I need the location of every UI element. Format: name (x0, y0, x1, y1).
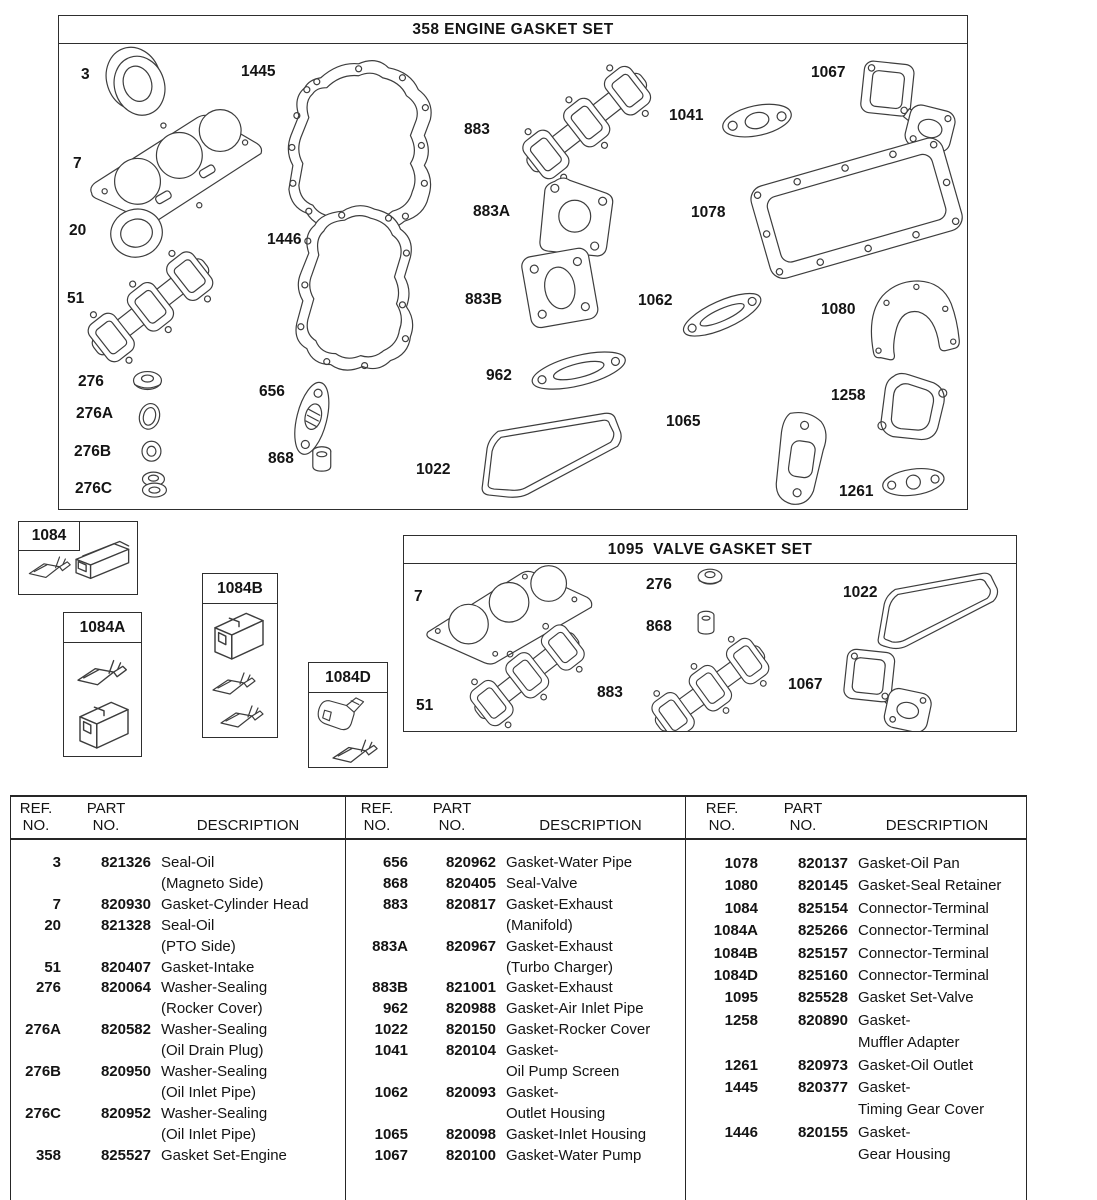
part-no: 820988 (445, 1000, 496, 1018)
part-no: 820137 (797, 855, 848, 872)
part-1446-drawing (296, 206, 413, 370)
ref-no (11, 1125, 61, 1146)
table-row (346, 853, 685, 874)
part-description: Gasket-Exhaust (506, 979, 613, 997)
part-no: 820950 (100, 1063, 151, 1081)
ref-no (686, 1144, 758, 1166)
part-label-1080: 1080 (821, 301, 856, 318)
part-no: 820930 (100, 895, 151, 913)
part-no (61, 874, 151, 895)
part-label-v1067: 1067 (788, 676, 823, 693)
part-label-1062: 1062 (638, 292, 673, 309)
part-no: 820405 (445, 874, 496, 892)
table-row (11, 1041, 345, 1062)
table-row (686, 920, 1026, 942)
part-label-883A: 883A (473, 203, 511, 220)
part-label-v276: 276 (646, 576, 672, 593)
part-656-drawing (288, 379, 335, 458)
table-row (686, 898, 1026, 920)
part-no (61, 1083, 151, 1104)
part-no (408, 916, 496, 937)
vpart-1067-drawing (843, 648, 933, 731)
table-row (346, 937, 685, 958)
part-276B-drawing (142, 441, 161, 461)
ref-no: 883B (372, 979, 408, 997)
table-row (11, 1020, 345, 1041)
part-label-1022: 1022 (416, 461, 451, 478)
table-row (686, 875, 1026, 897)
part-label-1261: 1261 (839, 483, 874, 500)
part-no: 820145 (797, 877, 848, 895)
part-1065-drawing (772, 410, 829, 507)
part-description: Gasket-Air Inlet Pipe (506, 1000, 644, 1018)
part-description: Gasket- (858, 1011, 911, 1029)
part-description: Timing Gear Cover (858, 1101, 985, 1119)
part-no: 825160 (797, 967, 848, 985)
table-row (11, 999, 345, 1020)
part-no: 820962 (445, 854, 496, 871)
part-description: Seal-Oil (161, 854, 215, 871)
vpart-276-drawing (698, 569, 722, 584)
table-row (686, 943, 1026, 965)
ref-no: 1261 (724, 1056, 758, 1074)
table-row (346, 1083, 685, 1104)
part-no (61, 1041, 151, 1062)
part-1041-drawing (720, 99, 794, 143)
table-row (346, 999, 685, 1020)
part-description: Gear Housing (858, 1146, 951, 1164)
part-no (61, 1125, 151, 1146)
table-row (346, 978, 685, 999)
part-no: 820093 (445, 1083, 496, 1101)
table-row (686, 853, 1026, 875)
table-row (686, 1032, 1026, 1054)
vpart-1022-drawing (878, 573, 997, 648)
table-row (11, 1062, 345, 1083)
part-label-1445: 1445 (241, 63, 276, 80)
ref-no: 276A (25, 1021, 61, 1039)
table-row (346, 1020, 685, 1041)
table-row (686, 1055, 1026, 1077)
part-description: Connector-Terminal (858, 922, 989, 940)
ref-no: 1084A (713, 922, 758, 940)
part-no: 825157 (797, 944, 848, 962)
part-no: 820967 (445, 937, 496, 955)
ref-no (11, 1083, 61, 1104)
engine-gasket-set-box (58, 15, 968, 510)
table-row (346, 1146, 685, 1167)
table-header (11, 797, 345, 840)
part-no: 820952 (100, 1104, 151, 1122)
table-row (346, 895, 685, 916)
connector-box-1084A-label: 1084A (64, 613, 141, 643)
part-description: Gasket-Water Pump (506, 1146, 642, 1164)
table-row (346, 1062, 685, 1083)
part-description: Washer-Sealing (161, 979, 268, 997)
part-no (758, 1144, 848, 1166)
connector-box-1084D-drawing (309, 694, 389, 767)
ref-no: 1084 (724, 899, 758, 917)
part-no: 821001 (445, 979, 496, 997)
ref-no (686, 1032, 758, 1054)
part-no: 821328 (100, 916, 151, 934)
part-3-drawing (98, 40, 172, 122)
header-part: PART NO. (783, 800, 823, 834)
part-no (408, 1104, 496, 1125)
part-label-883B: 883B (465, 291, 503, 308)
part-883A-drawing (540, 178, 613, 256)
table-row (11, 916, 345, 937)
part-no: 820407 (100, 958, 151, 976)
part-no (61, 937, 151, 958)
part-label-v51: 51 (416, 697, 434, 714)
part-no: 825527 (100, 1146, 151, 1164)
parts-table-column-2 (346, 797, 686, 1200)
table-row (11, 1146, 345, 1167)
part-no: 821326 (100, 854, 151, 871)
part-description: (Oil Inlet Pipe) (161, 1125, 257, 1143)
part-label-v883: 883 (597, 684, 623, 701)
part-no (758, 1032, 848, 1054)
ref-no: 1258 (724, 1011, 758, 1029)
ref-no: 1446 (724, 1123, 758, 1141)
part-description: Gasket- (506, 1083, 559, 1101)
ref-no (346, 916, 408, 937)
ref-no: 1062 (374, 1083, 408, 1101)
part-description: (Manifold) (506, 916, 573, 934)
vpart-868-drawing (698, 611, 714, 634)
part-label-962: 962 (486, 367, 512, 384)
connector-box-1084 (18, 521, 138, 595)
table-row (346, 874, 685, 895)
part-no: 820150 (445, 1021, 496, 1039)
ref-no: 20 (44, 916, 61, 934)
part-1078-drawing (748, 135, 966, 282)
part-883-drawing (511, 53, 663, 192)
part-description: (Rocker Cover) (161, 1000, 263, 1018)
ref-no (346, 1062, 408, 1083)
part-label-276C: 276C (75, 480, 113, 497)
table-row (346, 1125, 685, 1146)
part-no: 825528 (797, 989, 848, 1007)
part-description: Gasket-Oil Pan (858, 855, 960, 872)
part-description: Gasket Set-Engine (161, 1146, 287, 1164)
table-row (11, 958, 345, 979)
connector-box-1084D (308, 662, 388, 768)
part-no: 820104 (445, 1042, 496, 1060)
table-row (346, 1104, 685, 1125)
part-description: (Turbo Charger) (506, 958, 613, 976)
part-1062-drawing (678, 285, 766, 345)
table-header (346, 797, 685, 840)
header-part: PART NO. (86, 800, 126, 834)
connector-box-1084B (202, 573, 278, 738)
part-51-drawing (76, 239, 225, 375)
ref-no: 656 (382, 854, 408, 871)
parts-table (10, 795, 1027, 1200)
part-description: Gasket-Inlet Housing (506, 1125, 647, 1143)
table-row (686, 987, 1026, 1009)
part-no (408, 1062, 496, 1083)
table-row (11, 874, 345, 895)
header-part: PART NO. (432, 800, 472, 834)
part-label-868: 868 (268, 450, 294, 467)
ref-no: 1080 (724, 877, 758, 895)
part-no: 825266 (797, 922, 848, 940)
part-description: Gasket-Water Pipe (506, 854, 633, 871)
part-868-drawing (313, 447, 331, 471)
ref-no: 276B (25, 1063, 61, 1081)
part-883B-drawing (520, 247, 599, 329)
part-1067-drawing (860, 60, 957, 154)
ref-no: 1022 (374, 1021, 408, 1039)
part-no: 820973 (797, 1056, 848, 1074)
part-description: Muffler Adapter (858, 1034, 960, 1052)
part-label-3: 3 (81, 66, 90, 83)
part-description: Connector-Terminal (858, 944, 989, 962)
part-label-51: 51 (67, 290, 85, 307)
part-description: Washer-Sealing (161, 1063, 268, 1081)
part-description: Oil Pump Screen (506, 1063, 620, 1081)
part-276C-drawing (143, 472, 167, 497)
part-label-v7: 7 (414, 588, 423, 605)
connector-box-1084-drawing (19, 522, 137, 594)
ref-no: 1084B (713, 944, 758, 962)
vpart-883-drawing (641, 627, 780, 731)
table-row (11, 978, 345, 999)
table-row (11, 1083, 345, 1104)
part-label-1258: 1258 (831, 387, 866, 404)
part-1080-drawing (871, 281, 959, 360)
part-no: 825154 (797, 899, 848, 917)
header-description: DESCRIPTION (196, 817, 300, 834)
part-label-20: 20 (69, 222, 87, 239)
part-no (758, 1099, 848, 1121)
engine-set-drawing (59, 16, 967, 509)
part-7-drawing (91, 110, 262, 222)
part-description: Gasket-Intake (161, 958, 255, 976)
ref-no: 962 (382, 1000, 408, 1018)
part-276A-drawing (137, 401, 163, 431)
part-no: 820064 (100, 979, 151, 997)
part-label-1067: 1067 (811, 64, 846, 81)
parts-table-column-3 (686, 797, 1026, 1200)
part-label-1078: 1078 (691, 204, 726, 221)
part-description: Washer-Sealing (161, 1104, 268, 1122)
part-label-276B: 276B (74, 443, 112, 460)
part-label-v1022: 1022 (843, 584, 878, 601)
engine-set-title: 358 ENGINE GASKET SET (59, 16, 967, 44)
ref-no: 1041 (374, 1042, 408, 1060)
ref-no (11, 874, 61, 895)
part-description: Washer-Sealing (161, 1021, 268, 1039)
ref-no (11, 937, 61, 958)
table-row (11, 1104, 345, 1125)
part-description: Seal-Oil (161, 916, 215, 934)
part-description: Gasket- (506, 1042, 559, 1060)
part-no: 820100 (445, 1146, 496, 1164)
part-label-1446: 1446 (267, 231, 302, 248)
part-no: 820155 (797, 1123, 848, 1141)
part-no: 820817 (445, 895, 496, 913)
part-description: (Oil Inlet Pipe) (161, 1083, 257, 1101)
table-row (11, 1125, 345, 1146)
part-no: 820582 (100, 1021, 151, 1039)
table-row (11, 937, 345, 958)
part-description: Outlet Housing (506, 1104, 606, 1122)
table-body (686, 840, 1026, 1167)
part-no (408, 958, 496, 979)
part-description: Gasket Set-Valve (858, 989, 974, 1007)
part-description: Gasket-Oil Outlet (858, 1056, 974, 1074)
part-1022-drawing (482, 413, 621, 497)
part-description: Gasket-Cylinder Head (161, 895, 309, 913)
part-description: Connector-Terminal (858, 967, 989, 985)
valve-set-title: 1095 VALVE GASKET SET (404, 536, 1016, 564)
table-row (686, 1122, 1026, 1144)
table-row (346, 1041, 685, 1062)
part-no: 820377 (797, 1079, 848, 1097)
ref-no (11, 1041, 61, 1062)
valve-gasket-set-box (403, 535, 1017, 732)
ref-no: 1067 (374, 1146, 408, 1164)
ref-no: 276 (35, 979, 61, 997)
parts-table-column-1 (11, 797, 346, 1200)
part-label-v868: 868 (646, 618, 672, 635)
part-label-276: 276 (78, 373, 104, 390)
table-row (11, 895, 345, 916)
part-1261-drawing (881, 465, 946, 499)
table-row (686, 1010, 1026, 1032)
part-no: 820098 (445, 1125, 496, 1143)
part-description: Gasket-Seal Retainer (858, 877, 1002, 895)
ref-no: 1095 (724, 989, 758, 1007)
header-ref: REF. NO. (360, 800, 394, 834)
part-label-276A: 276A (76, 405, 114, 422)
ref-no (346, 1104, 408, 1125)
ref-no: 1084D (713, 967, 758, 985)
part-description: Gasket- (858, 1123, 911, 1141)
part-no: 820890 (797, 1011, 848, 1029)
table-row (686, 1077, 1026, 1099)
part-description: (PTO Side) (161, 937, 236, 955)
ref-no: 1445 (724, 1079, 758, 1097)
table-body (346, 840, 685, 1167)
part-description: Gasket-Rocker Cover (506, 1021, 651, 1039)
ref-no: 7 (52, 895, 61, 913)
part-description: (Magneto Side) (161, 874, 264, 892)
part-label-656: 656 (259, 383, 285, 400)
part-description: Seal-Valve (506, 874, 578, 892)
ref-no: 883 (382, 895, 408, 913)
part-label-7: 7 (73, 155, 82, 172)
part-no (61, 999, 151, 1020)
part-description: (Oil Drain Plug) (161, 1042, 264, 1060)
header-ref: REF. NO. (705, 800, 739, 834)
connector-box-1084-label: 1084 (19, 522, 80, 551)
part-label-1041: 1041 (669, 107, 704, 124)
part-description: Connector-Terminal (858, 899, 989, 917)
table-row (11, 853, 345, 874)
valve-set-drawing (404, 536, 1016, 731)
ref-no: 1065 (374, 1125, 408, 1143)
ref-no: 883A (372, 937, 408, 955)
ref-no: 868 (382, 874, 408, 892)
part-label-883: 883 (464, 121, 490, 138)
header-description: DESCRIPTION (539, 817, 642, 834)
connector-box-1084B-drawing (203, 605, 279, 737)
table-row (686, 965, 1026, 987)
table-row (346, 916, 685, 937)
ref-no (346, 958, 408, 979)
table-header (686, 797, 1026, 840)
part-962-drawing (529, 345, 629, 397)
table-row (686, 1099, 1026, 1121)
connector-box-1084A-drawing (64, 644, 143, 756)
part-276-drawing (134, 372, 162, 390)
ref-no (11, 999, 61, 1020)
header-ref: REF. NO. (19, 800, 53, 834)
part-label-1065: 1065 (666, 413, 701, 430)
table-row (686, 1144, 1026, 1166)
table-body (11, 840, 345, 1167)
ref-no: 276C (25, 1104, 61, 1122)
part-description: Gasket- (858, 1079, 911, 1097)
part-description: Gasket-Exhaust (506, 937, 613, 955)
part-description: Gasket-Exhaust (506, 895, 613, 913)
ref-no: 3 (52, 854, 61, 871)
table-row (346, 958, 685, 979)
connector-box-1084B-label: 1084B (203, 574, 277, 604)
part-1258-drawing (872, 369, 951, 449)
ref-no (686, 1099, 758, 1121)
ref-no: 358 (35, 1146, 61, 1164)
connector-box-1084D-label: 1084D (309, 663, 387, 693)
connector-box-1084A (63, 612, 142, 757)
ref-no: 1078 (724, 855, 758, 872)
header-description: DESCRIPTION (885, 817, 989, 834)
ref-no: 51 (44, 958, 61, 976)
